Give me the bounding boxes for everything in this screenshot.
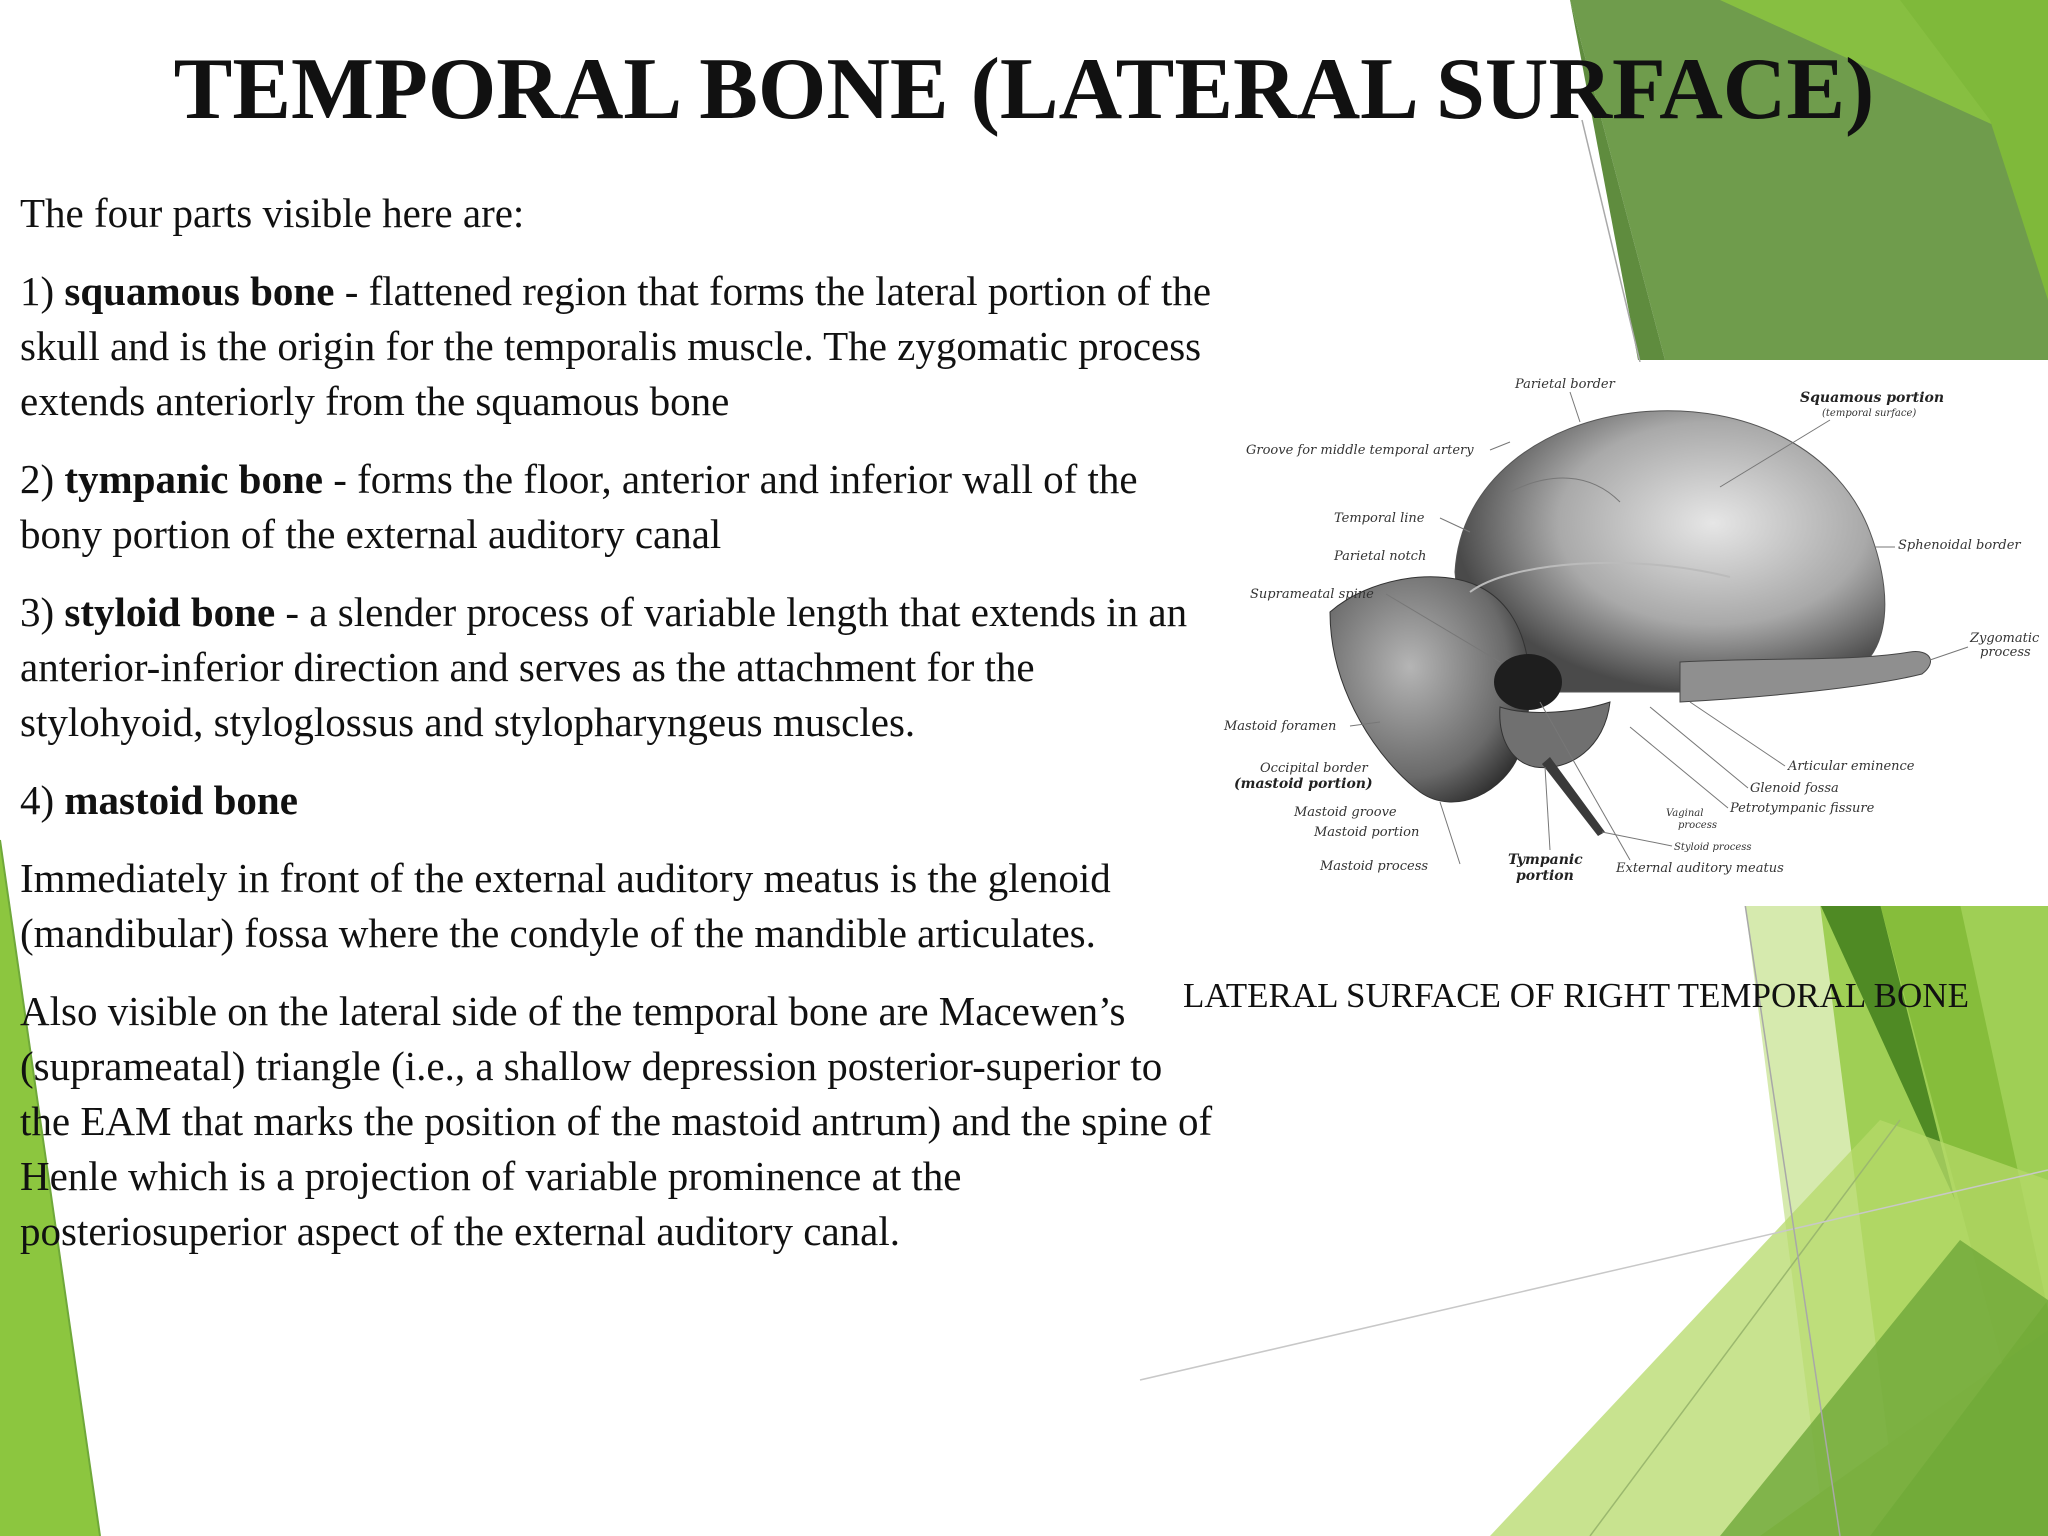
item-description: - forms the floor, anterior and inferior wall of the bony portion of the external auditory canal	[20, 456, 1138, 557]
label-zygomatic-process: process	[1980, 645, 2031, 660]
label-mastoid-process: Mastoid process	[1320, 859, 1429, 874]
label-mastoid-portion: Mastoid portion	[1314, 825, 1420, 840]
label-zygomatic: Zygomatic	[1970, 631, 2040, 646]
label-glenoid-fossa: Glenoid fossa	[1750, 781, 1839, 796]
label-sphenoidal-border: Sphenoidal border	[1898, 538, 2021, 553]
item-term: mastoid bone	[64, 777, 298, 823]
label-petrotympanic-fissure: Petrotympanic fissure	[1730, 801, 1875, 816]
macewen-paragraph: Also visible on the lateral side of the temporal bone are Macewen’s (suprameatal) triangle (i.e., a shallow depression posterior-superior to the EAM that marks the position of the mastoid antrum) and the spine of Henle which is a projection of variable prominence at the posteriosuperior aspect of the external auditory canal.	[20, 988, 1213, 1254]
list-item	[20, 264, 1220, 429]
temporal-bone-figure	[1210, 362, 2048, 906]
item-number: 1)	[20, 268, 55, 314]
label-mastoid-groove: Mastoid groove	[1294, 805, 1397, 820]
label-mastoid-foramen: Mastoid foramen	[1224, 719, 1337, 734]
glenoid-paragraph: Immediately in front of the external auditory meatus is the glenoid (mandibular) fossa where the condyle of the mandible articulates.	[20, 855, 1111, 956]
intro-text: The four parts visible here are:	[20, 190, 525, 236]
label-external-auditory-meatus: External auditory meatus	[1616, 861, 1784, 876]
item-description: - a slender process of variable length that extends in an anterior-inferior direction and serves as the attachment for the stylohyoid, styloglossus and stylopharyngeus muscles.	[20, 589, 1188, 745]
slide-title: TEMPORAL BONE (LATERAL SURFACE)	[173, 41, 1875, 138]
label-tympanic-portion: portion	[1516, 868, 1574, 884]
label-temporal-line: Temporal line	[1334, 511, 1425, 526]
item-number: 2)	[20, 456, 55, 502]
label-vaginal-process: process	[1678, 820, 1717, 831]
label-groove-artery: Groove for middle temporal artery	[1246, 443, 1474, 458]
label-tympanic: Tympanic	[1508, 852, 1583, 868]
label-articular-eminence: Articular eminence	[1788, 759, 1915, 774]
label-squamous-portion: Squamous portion	[1800, 390, 1945, 406]
item-term: styloid bone	[64, 589, 276, 635]
slide-body	[20, 186, 1220, 1282]
label-temporal-surface: (temporal surface)	[1822, 408, 1917, 419]
label-parietal-border: Parietal border	[1515, 377, 1615, 392]
temporal-bone-illustration	[1210, 362, 2048, 906]
item-term: tympanic bone	[64, 456, 323, 502]
item-number: 3)	[20, 589, 55, 635]
item-number: 4)	[20, 777, 55, 823]
label-styloid-process: Styloid process	[1674, 842, 1752, 853]
item-description: - flattened region that forms the lateral portion of the skull and is the origin for the temporalis muscle. The zygomatic process extends anteriorly from the squamous bone	[20, 268, 1212, 424]
list-item	[20, 585, 1220, 750]
figure-caption: LATERAL SURFACE OF RIGHT TEMPORAL BONE	[1183, 976, 1969, 1015]
label-parietal-notch: Parietal notch	[1334, 549, 1427, 564]
label-vaginal: Vaginal	[1666, 808, 1704, 819]
list-item	[20, 452, 1220, 562]
label-suprameatal-spine: Suprameatal spine	[1250, 587, 1374, 602]
item-term: squamous bone	[64, 268, 335, 314]
list-item	[20, 773, 1220, 828]
label-mastoid-portion-paren: (mastoid portion)	[1234, 776, 1373, 792]
label-occipital-border: Occipital border	[1260, 761, 1368, 776]
